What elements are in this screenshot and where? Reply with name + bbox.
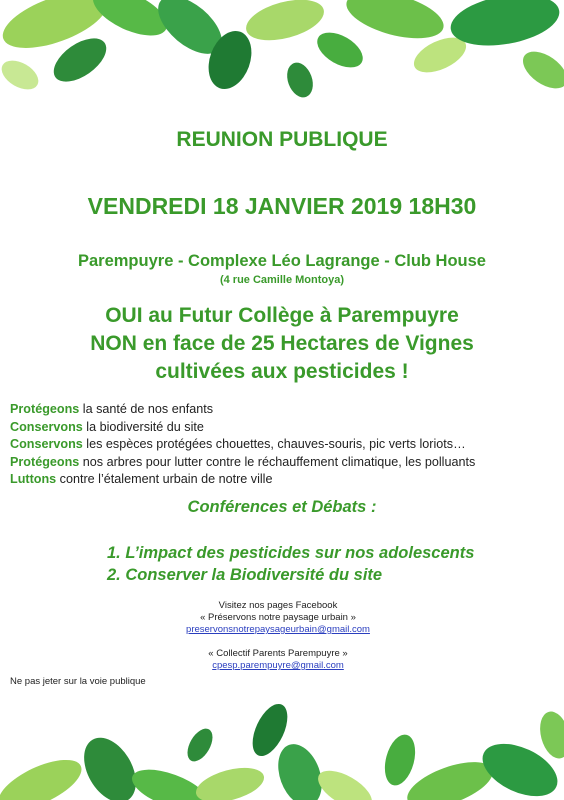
list-item bbox=[10, 419, 475, 437]
list-item bbox=[10, 436, 475, 454]
list-item bbox=[10, 471, 475, 489]
conference-item: 1. L’impact des pesticides sur nos adolescents bbox=[107, 544, 475, 562]
conferences-heading: Conférences et Débats : bbox=[187, 498, 377, 516]
conference-item: 2. Conserver la Biodiversité du site bbox=[107, 566, 383, 584]
slogan-line: OUI au Futur Collège à Parempuyre bbox=[105, 304, 459, 327]
point-text: la santé de nos enfants bbox=[79, 402, 214, 416]
event-date: VENDREDI 18 JANVIER 2019 18H30 bbox=[87, 193, 477, 219]
facebook-intro: Visitez nos pages Facebook bbox=[218, 600, 338, 611]
point-text: la biodiversité du site bbox=[82, 419, 204, 434]
facebook-page-name: « Préservons notre paysage urbain » bbox=[200, 612, 356, 623]
action-points-list bbox=[10, 401, 475, 489]
slogan-line: NON en face de 25 Hectares de Vignes bbox=[90, 332, 474, 355]
footer-note: Ne pas jeter sur la voie publique bbox=[10, 676, 146, 687]
leaves-top-decoration bbox=[0, 0, 564, 110]
facebook-info bbox=[178, 600, 378, 672]
point-verb: Protégeons bbox=[10, 402, 80, 416]
email-link[interactable]: preservonsnotrepaysageurbain@gmail.com bbox=[186, 624, 370, 635]
facebook-page-name: « Collectif Parents Parempuyre » bbox=[208, 648, 348, 659]
leaf-icon bbox=[0, 0, 564, 101]
point-text: les espèces protégées chouettes, chauves-souris, pic verts loriots… bbox=[82, 437, 466, 451]
slogan-line: cultivées aux pesticides ! bbox=[155, 360, 409, 383]
conferences-list bbox=[107, 542, 474, 586]
point-text: contre l’étalement urbain de notre ville bbox=[56, 472, 273, 486]
point-verb: Luttons bbox=[10, 472, 57, 486]
event-address: (4 rue Camille Montoya) bbox=[219, 274, 345, 286]
point-verb: Conservons bbox=[10, 437, 83, 451]
list-item bbox=[10, 401, 475, 419]
email-link[interactable]: cpesp.parempuyre@gmail.com bbox=[212, 660, 344, 671]
point-verb: Protégeons bbox=[10, 454, 80, 469]
event-location: Parempuyre - Complexe Léo Lagrange - Club House bbox=[77, 252, 486, 270]
point-verb: Conservons bbox=[10, 419, 83, 434]
point-text: nos arbres pour lutter contre le réchauffement climatique, les polluants bbox=[79, 454, 476, 469]
slogan bbox=[0, 302, 564, 386]
leaves-bottom-decoration bbox=[0, 690, 564, 800]
list-item bbox=[10, 454, 475, 472]
event-title: REUNION PUBLIQUE bbox=[176, 128, 388, 151]
leaf-icon bbox=[0, 699, 564, 800]
